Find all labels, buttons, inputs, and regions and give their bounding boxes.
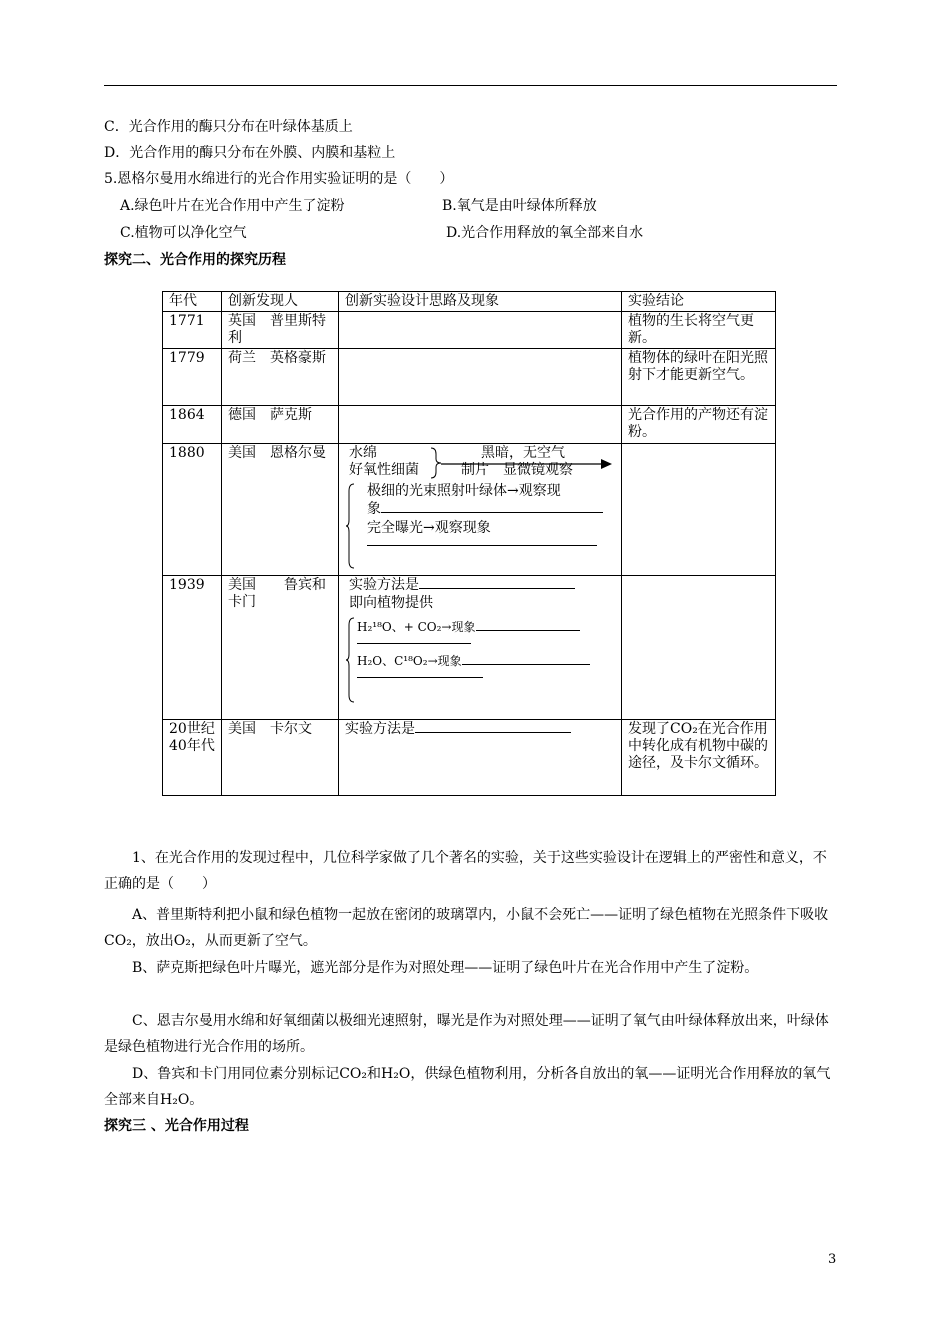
row-year: 20世纪40年代 [163, 720, 222, 796]
question-1-stem: 1、在光合作用的发现过程中，几位科学家做了几个著名的实验，关于这些实验设计在逻辑上的严密性和意义，不正确的是（ ） [104, 850, 827, 892]
ruben-provide: 即向植物提供 [349, 595, 433, 611]
left-brace-icon [345, 483, 355, 569]
section-3-title: 探究三 、光合作用过程 [104, 1118, 249, 1134]
row-design-empty [339, 406, 622, 444]
engelmann-slide: 制片 显微镜观察 [461, 462, 573, 478]
section-2-title: 探究二、光合作用的探究历程 [104, 252, 286, 268]
header-person: 创新发现人 [222, 292, 339, 312]
engelmann-shuimian: 水绵 [349, 445, 377, 461]
ruben-blank-line-2 [357, 663, 483, 683]
engelmann-dark: 黑暗，无空气 [481, 445, 565, 461]
history-table [162, 291, 776, 796]
row-person: 美国 卡尔文 [222, 720, 339, 796]
row-person: 英国 普里斯特利 [222, 312, 339, 349]
row-person: 美国 恩格尔曼 [222, 444, 339, 576]
option-c: C．光合作用的酶只分布在叶绿体基质上 [104, 119, 353, 135]
engelmann-design [339, 444, 622, 576]
calvin-method: 实验方法是 [345, 721, 415, 737]
answer-blank[interactable] [476, 630, 580, 631]
row-person: 荷兰 英格豪斯 [222, 349, 339, 406]
question-1-option-b: B、萨克斯把绿色叶片曝光，遮光部分是作为对照处理——证明了绿色叶片在光合作用中产生了淀粉。 [132, 960, 759, 976]
table-row [163, 576, 776, 720]
table-row [163, 406, 776, 444]
calvin-design [339, 720, 622, 796]
option-d: D．光合作用的酶只分布在外膜、内膜和基粒上 [104, 145, 396, 161]
row-person: 美国 鲁宾和卡门 [222, 576, 339, 720]
engelmann-blank-line [367, 529, 597, 551]
answer-blank[interactable] [419, 588, 575, 589]
row-year: 1880 [163, 444, 222, 576]
q5-option-b: B.氧气是由叶绿体所释放 [442, 198, 597, 214]
ruben-method: 实验方法是 [349, 577, 419, 593]
row-year: 1771 [163, 312, 222, 349]
q5-option-c: C.植物可以净化空气 [120, 225, 247, 241]
answer-blank[interactable] [357, 663, 483, 678]
page-number: 3 [828, 1252, 837, 1267]
answer-blank[interactable] [357, 629, 471, 644]
left-brace-icon [345, 617, 355, 703]
question-5: 5.恩格尔曼用水绵进行的光合作用实验证明的是（ ） [104, 171, 454, 187]
row-year: 1939 [163, 576, 222, 720]
row-conclusion: 发现了CO₂在光合作用中转化成有机物中碳的途径，及卡尔文循环。 [622, 720, 776, 796]
engelmann-xiang: 象 [367, 501, 381, 517]
ruben-design [339, 576, 622, 720]
ruben-item1: H₂¹⁸O、+ CO₂→现象 [357, 620, 476, 634]
header-year: 年代 [163, 292, 222, 312]
question-1-option-a: A、普里斯特利把小鼠和绿色植物一起放在密闭的玻璃罩内，小鼠不会死亡——证明了绿色植物在光照条件下吸收CO₂，放出O₂，从而更新了空气。 [104, 907, 829, 949]
row-person: 德国 萨克斯 [222, 406, 339, 444]
row-year: 1864 [163, 406, 222, 444]
answer-blank[interactable] [367, 529, 597, 546]
table-row [163, 720, 776, 796]
question-1-option-d: D、鲁宾和卡门用同位素分别标记CO₂和H₂O，供绿色植物利用，分析各自放出的氧——证明光合作用释放的氧气全部来自H₂O。 [104, 1066, 831, 1108]
ruben-item2: H₂O、C¹⁸O₂→现象 [357, 654, 462, 668]
table-header-row [163, 292, 776, 312]
row-conclusion [622, 444, 776, 576]
row-conclusion: 植物的生长将空气更新。 [622, 312, 776, 349]
q5-option-d: D.光合作用释放的氧全部来自水 [446, 225, 644, 241]
ruben-blank-line-1 [357, 629, 471, 649]
table-row [163, 444, 776, 576]
header-conclusion: 实验结论 [622, 292, 776, 312]
row-design-empty [339, 349, 622, 406]
row-design-empty [339, 312, 622, 349]
ruben-method-line [349, 577, 575, 594]
table-row [163, 312, 776, 349]
engelmann-full-light: 完全曝光→观察现象 [367, 520, 491, 536]
row-conclusion [622, 576, 776, 720]
answer-blank[interactable] [415, 732, 571, 733]
table-row [163, 349, 776, 406]
header-design: 创新实验设计思路及现象 [339, 292, 622, 312]
row-conclusion: 植物体的绿叶在阳光照射下才能更新空气。 [622, 349, 776, 406]
engelmann-fine-light: 极细的光束照射叶绿体→观察现 [367, 483, 561, 499]
q5-option-a: A.绿色叶片在光合作用中产生了淀粉 [120, 198, 345, 214]
row-year: 1779 [163, 349, 222, 406]
row-conclusion: 光合作用的产物还有淀粉。 [622, 406, 776, 444]
answer-blank[interactable] [381, 512, 603, 513]
header-rule [104, 85, 837, 86]
engelmann-bacteria: 好氧性细菌 [349, 462, 419, 478]
engelmann-xiang-line [367, 501, 603, 518]
question-1-option-c: C、恩吉尔曼用水绵和好氧细菌以极细光速照射，曝光是作为对照处理——证明了氧气由叶绿体释放出来，叶绿体是绿色植物进行光合作用的场所。 [104, 1013, 829, 1055]
